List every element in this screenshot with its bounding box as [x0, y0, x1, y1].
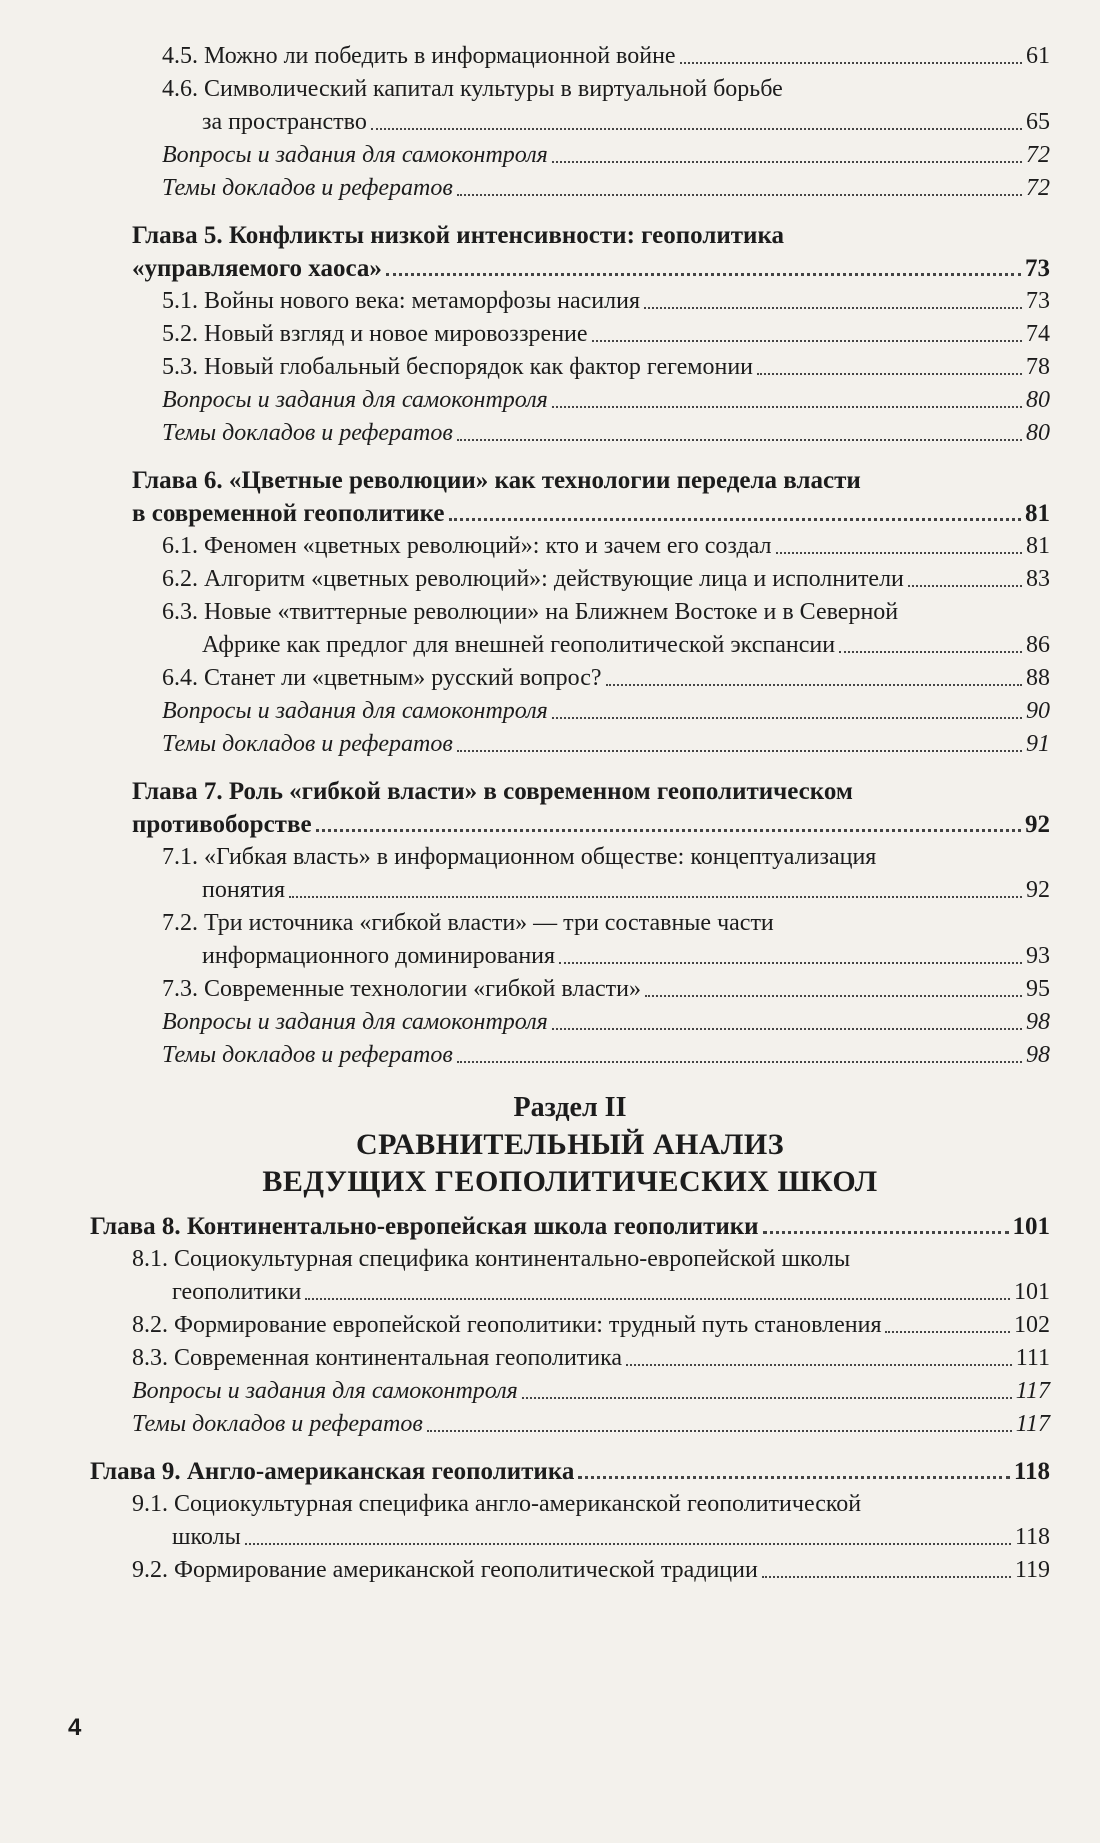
toc-entry-questions: Вопросы и задания для самоконтроля 90: [162, 698, 1050, 724]
toc-entry: 6.1. Феномен «цветных революций»: кто и зачем его создал 81: [162, 533, 1050, 559]
chapter-heading: Глава 9. Англо-американская геополитика 118: [90, 1458, 1050, 1485]
chapter-5: [90, 219, 1050, 450]
toc-entry-4-5: 4.5. Можно ли победить в информационной войне 61: [162, 43, 1050, 69]
chapter-heading: Глава 6. «Цветные революции» как технологии передела власти в современной геополитике 81: [132, 467, 1050, 527]
table-of-contents: [90, 40, 1050, 1587]
toc-entry: 7.2. Три источника «гибкой власти» — три составные части информационного доминирования 93: [162, 910, 1050, 969]
toc-entry-questions: Вопросы и задания для самоконтроля 72: [162, 142, 1050, 168]
chapter-heading: Глава 5. Конфликты низкой интенсивности: геополитика «управляемого хаоса» 73: [132, 222, 1050, 282]
chapter-heading: Глава 7. Роль «гибкой власти» в современном геополитическом противоборстве 92: [132, 778, 1050, 838]
toc-entry-topics: Темы докладов и рефератов 98: [162, 1042, 1050, 1068]
toc-entry-4-6: 4.6. Символический капитал культуры в виртуальной борьбе за пространство 65: [162, 76, 1050, 135]
chapter-6: [90, 464, 1050, 761]
toc-entry: 6.4. Станет ли «цветным» русский вопрос? 88: [162, 665, 1050, 691]
toc-entry: 7.3. Современные технологии «гибкой власти» 95: [162, 976, 1050, 1002]
chapter-9: [90, 1455, 1050, 1587]
toc-entry-topics: Темы докладов и рефератов 91: [162, 731, 1050, 757]
toc-entry: 8.2. Формирование европейской геополитики: трудный путь становления 102: [132, 1312, 1050, 1338]
toc-entry: 5.3. Новый глобальный беспорядок как фактор гегемонии 78: [162, 354, 1050, 380]
toc-entry: 6.3. Новые «твиттерные революции» на Ближнем Востоке и в Северной Африке как предлог для внешней геополитической экспансии 86: [162, 599, 1050, 658]
toc-entry-questions: Вопросы и задания для самоконтроля 117: [132, 1378, 1050, 1404]
part-title-line-1: СРАВНИТЕЛЬНЫЙ АНАЛИЗ: [355, 1128, 785, 1161]
toc-entry: 5.1. Войны нового века: метаморфозы насилия 73: [162, 288, 1050, 314]
toc-entry: 6.2. Алгоритм «цветных революций»: действующие лица и исполнители 83: [162, 566, 1050, 592]
toc-entry-topics: Темы докладов и рефератов 72: [162, 175, 1050, 201]
toc-entry: 7.1. «Гибкая власть» в информационном обществе: концептуализация понятия 92: [162, 844, 1050, 903]
toc-entry-questions: Вопросы и задания для самоконтроля 98: [162, 1009, 1050, 1035]
page-number: 4: [68, 1714, 82, 1741]
toc-entry: 9.2. Формирование американской геополитической традиции 119: [132, 1557, 1050, 1583]
part-label: Раздел II: [513, 1092, 627, 1123]
toc-entry-topics: Темы докладов и рефератов 117: [132, 1411, 1050, 1437]
toc-entry: 9.1. Социокультурная специфика англо-американской геополитической школы 118: [132, 1491, 1050, 1550]
toc-entry: 8.3. Современная континентальная геополитика 111: [132, 1345, 1050, 1371]
part-heading: [90, 1090, 1050, 1200]
toc-entry-topics: Темы докладов и рефератов 80: [162, 420, 1050, 446]
chapter-heading: Глава 8. Континентально-европейская школа геополитики 101: [90, 1213, 1050, 1240]
chapter-7: [90, 775, 1050, 1072]
toc-entry: 8.1. Социокультурная специфика континентально-европейской школы геополитики 101: [132, 1246, 1050, 1305]
toc-entry-questions: Вопросы и задания для самоконтроля 80: [162, 387, 1050, 413]
chapter-8: [90, 1210, 1050, 1441]
part-title-line-2: ВЕДУЩИХ ГЕОПОЛИТИЧЕСКИХ ШКОЛ: [262, 1165, 878, 1198]
toc-entry: 5.2. Новый взгляд и новое мировоззрение 74: [162, 321, 1050, 347]
